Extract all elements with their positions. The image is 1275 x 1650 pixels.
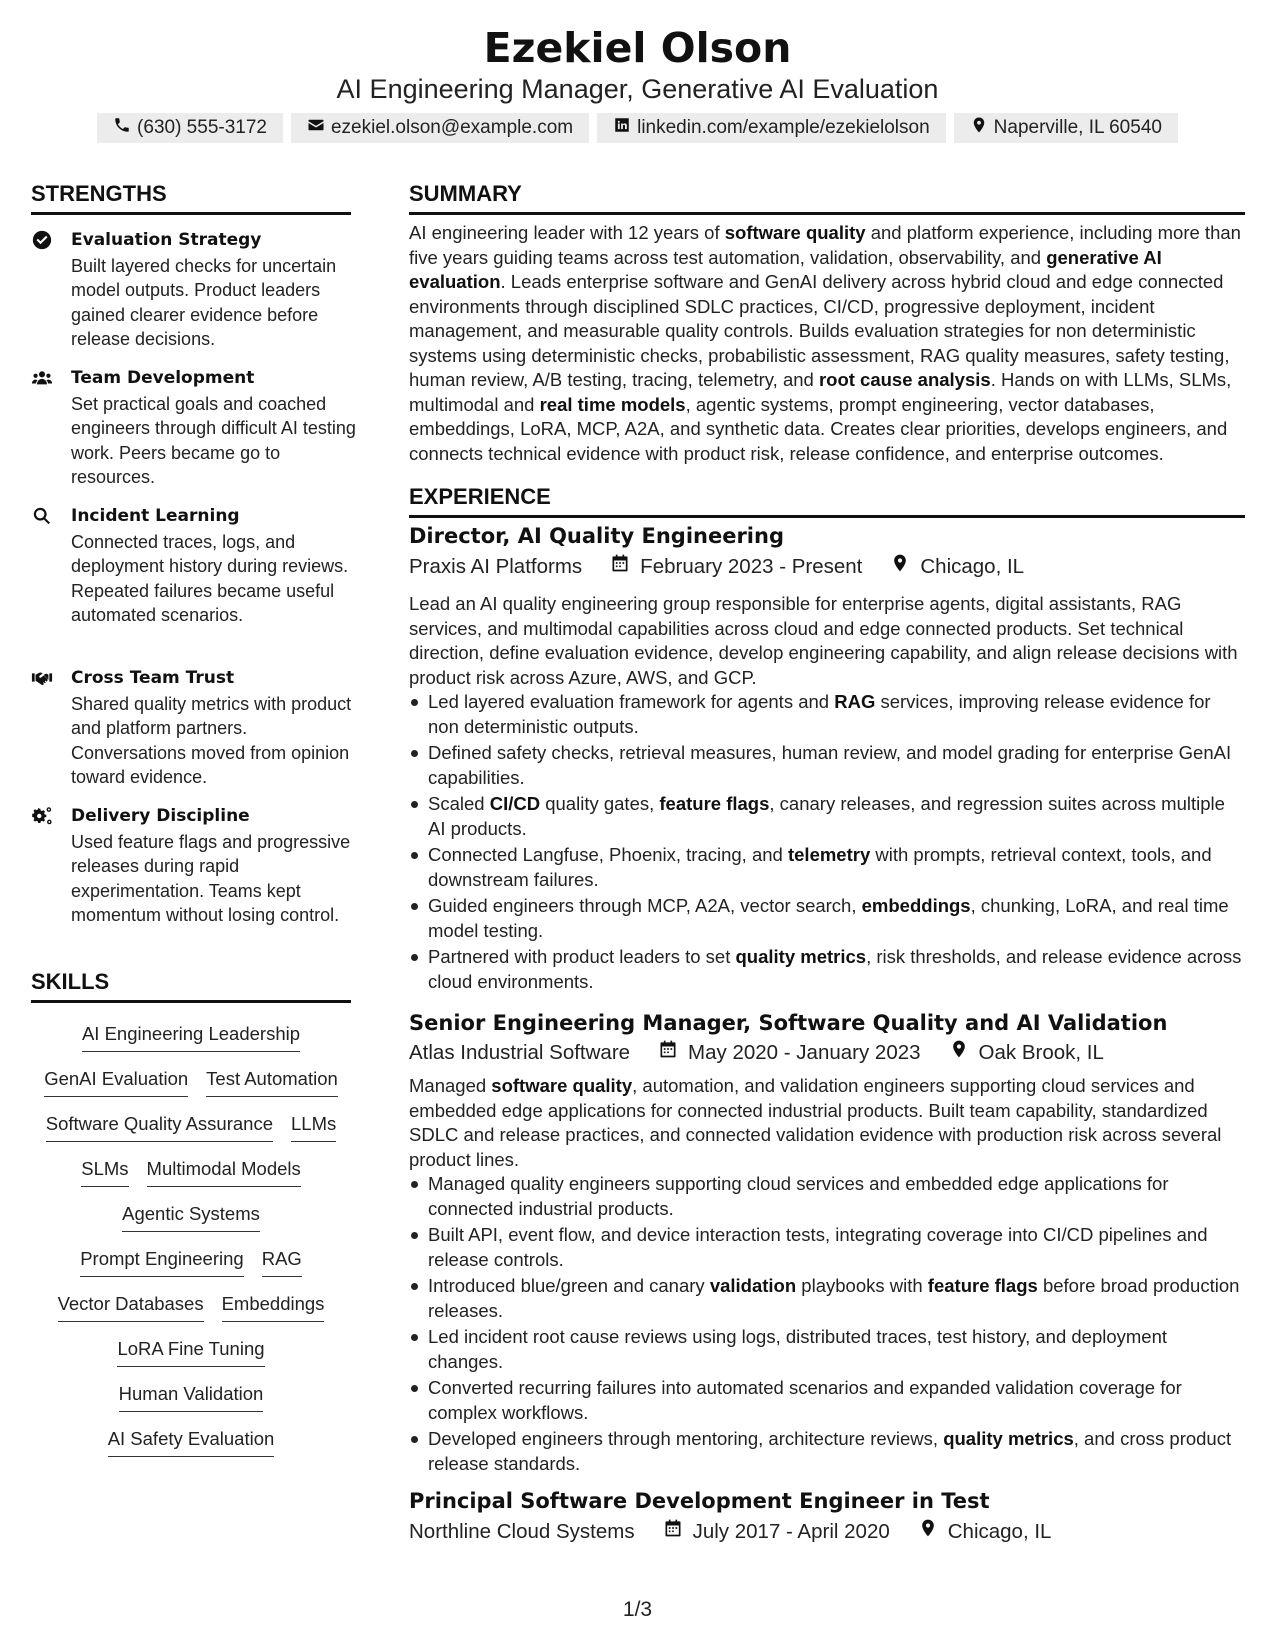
contact-location	[954, 113, 1178, 143]
strength-description: Shared quality metrics with product and platform partners. Conversations moved from opinion toward evidence.	[71, 694, 352, 787]
emphasis-text: quality metrics	[735, 946, 867, 967]
bullet-item	[409, 741, 1245, 790]
skill-tag: Agentic Systems	[122, 1202, 260, 1232]
text-run: Lead an AI quality engineering group responsible for enterprise agents, digital assistants, RAG services, and multimodal capabilities across cloud and edge connected products. Set technical direction, define evaluation evidence, develop engineering capability, and align release decisions with product risk across Azure, AWS, and GCP.	[409, 593, 1238, 688]
text-run: , risk thresholds, and release evidence across cloud environments.	[428, 946, 1242, 992]
emphasis-text: root cause analysis	[818, 369, 991, 390]
users-icon	[31, 367, 53, 389]
strength-title: Cross Team Trust	[71, 668, 235, 688]
skill-tag: Multimodal Models	[147, 1157, 301, 1187]
text-run: Scaled	[428, 793, 490, 814]
text-run: Defined safety checks, retrieval measures, human review, and model grading for enterprise GenAI capabilities.	[428, 742, 1232, 788]
bullet-item	[409, 843, 1245, 892]
emphasis-text: software quality	[491, 1075, 633, 1096]
text-run: , agentic systems, prompt engineering, vector databases, embeddings, LoRA, MCP, A2A, and synthetic data. Creates clear priorities, develops engineers, and connects technical evidence with product risk, release confidence, and enterprise outcomes.	[409, 393, 1228, 464]
skill-tag: AI Safety Evaluation	[108, 1427, 275, 1457]
strength-description: Used feature flags and progressive releases during rapid experimentation. Teams kept momentum without losing control.	[71, 832, 351, 925]
emphasis-text: software quality	[724, 222, 866, 243]
skill-tag: Prompt Engineering	[80, 1247, 244, 1277]
emphasis-text: telemetry	[787, 844, 871, 865]
page-number: 1/3	[622, 1598, 653, 1621]
strength-description: Connected traces, logs, and deployment history during reviews. Repeated failures became useful automated scenarios.	[71, 532, 349, 625]
job-bullets	[409, 690, 1245, 996]
bullet-item	[409, 894, 1245, 943]
text-run: Managed quality engineers supporting cloud services and embedded edge applications for connected industrial products.	[428, 1173, 1169, 1219]
summary-text	[409, 221, 1245, 466]
job-meta	[409, 553, 1024, 581]
skill-tag: RAG	[262, 1247, 302, 1277]
company-name: Northline Cloud Systems	[409, 1520, 635, 1543]
job-title: Principal Software Development Engineer in Test	[409, 1489, 990, 1513]
text-run: Guided engineers through MCP, A2A, vector search,	[428, 895, 862, 916]
strength-title: Team Development	[71, 368, 255, 388]
company-name: Praxis AI Platforms	[409, 555, 583, 578]
bullet-item	[409, 1427, 1245, 1476]
strength-title: Delivery Discipline	[71, 806, 250, 826]
contact-linkedin[interactable]	[597, 113, 946, 143]
phone-icon	[113, 116, 131, 140]
email-text: ezekiel.olson@example.com	[330, 117, 574, 138]
emphasis-text: embeddings	[861, 895, 971, 916]
skill-tag: Test Automation	[206, 1067, 338, 1097]
emphasis-text: validation	[709, 1275, 797, 1296]
skills-heading: SKILLS	[31, 968, 351, 1003]
emphasis-text: feature flags	[659, 793, 770, 814]
text-run: , and cross product release standards.	[428, 1428, 1232, 1474]
bullet-item	[409, 1172, 1245, 1221]
emphasis-text: generative AI evaluation	[409, 246, 1162, 292]
text-run: playbooks with	[796, 1275, 928, 1296]
text-run: Led layered evaluation framework for agents and	[428, 691, 835, 712]
emphasis-text: feature flags	[927, 1275, 1038, 1296]
text-run: before broad production releases.	[428, 1275, 1240, 1321]
handshake-icon	[31, 667, 53, 689]
strength-description: Built layered checks for uncertain model outputs. Product leaders gained clearer evidence before release decisions.	[71, 256, 337, 349]
contact-phone[interactable]	[97, 113, 283, 143]
text-run: and platform experience, including more than five years guiding teams across test automation, validation, observability, and	[409, 222, 1241, 268]
job-title: Director, AI Quality Engineering	[409, 524, 784, 548]
skill-tag: Embeddings	[222, 1292, 325, 1322]
location-pin-icon	[949, 1039, 969, 1067]
job-location: Chicago, IL	[947, 1520, 1052, 1543]
strengths-heading: STRENGTHS	[31, 180, 351, 215]
text-run: Built API, event flow, and device interaction tests, integrating coverage into CI/CD pipelines and release controls.	[428, 1224, 1208, 1270]
phone-text: (630) 555-3172	[137, 117, 267, 138]
text-run: Converted recurring failures into automated scenarios and expanded validation coverage for complex workflows.	[428, 1377, 1182, 1423]
linkedin-text: linkedin.com/example/ezekielolson	[637, 117, 930, 138]
emphasis-text: RAG	[834, 691, 876, 712]
job-bullets	[409, 1172, 1245, 1478]
skill-tag: Human Validation	[119, 1382, 264, 1412]
text-run: , canary releases, and regression suites across multiple AI products.	[428, 793, 1225, 839]
text-run: Partnered with product leaders to set	[428, 946, 736, 967]
text-run: quality gates,	[540, 793, 660, 814]
text-run: , chunking, LoRA, and real time model testing.	[428, 895, 1229, 941]
bullet-item	[409, 1274, 1245, 1323]
job-description	[409, 1074, 1245, 1172]
skill-tag: GenAI Evaluation	[44, 1067, 188, 1097]
location-pin-icon	[970, 116, 988, 140]
summary-heading: SUMMARY	[409, 180, 1245, 215]
location-pin-icon	[890, 553, 910, 581]
job-dates: May 2020 - January 2023	[688, 1041, 921, 1064]
skill-tag: AI Engineering Leadership	[82, 1022, 300, 1052]
job-dates: February 2023 - Present	[640, 555, 863, 578]
text-run: services, improving release evidence for non deterministic outputs.	[428, 691, 1211, 737]
candidate-role: AI Engineering Manager, Generative AI Evaluation	[336, 74, 939, 104]
calendar-icon	[663, 1518, 683, 1546]
skill-tag: Software Quality Assurance	[46, 1112, 273, 1142]
job-meta	[409, 1039, 1104, 1067]
company-name: Atlas Industrial Software	[409, 1041, 631, 1064]
text-run: , automation, and validation engineers supporting cloud services and embedded edge applications for connected industrial products. Built team capability, standardized SDLC and release practices, and connected validation evidence with production risk across several product lines.	[409, 1075, 1222, 1170]
skill-tag: SLMs	[81, 1157, 128, 1187]
search-icon	[31, 505, 53, 527]
location-text: Naperville, IL 60540	[993, 117, 1162, 138]
linkedin-icon	[613, 116, 631, 140]
candidate-name: Ezekiel Olson	[483, 24, 792, 72]
bullet-item	[409, 1376, 1245, 1425]
strength-title: Evaluation Strategy	[71, 230, 262, 250]
skill-tag: LLMs	[291, 1112, 336, 1142]
skill-tag: Vector Databases	[58, 1292, 204, 1322]
text-run: Led incident root cause reviews using logs, distributed traces, test history, and deployment changes.	[428, 1326, 1168, 1372]
check-circle-icon	[31, 229, 53, 251]
bullet-item	[409, 1325, 1245, 1374]
strength-description: Set practical goals and coached engineers through difficult AI testing work. Peers became go to resources.	[71, 394, 356, 487]
gears-icon	[31, 805, 53, 827]
emphasis-text: quality metrics	[943, 1428, 1074, 1449]
calendar-icon	[610, 553, 630, 581]
emphasis-text: CI/CD	[489, 793, 541, 814]
location-pin-icon	[918, 1518, 938, 1546]
experience-heading: EXPERIENCE	[409, 483, 1245, 518]
skill-tag: LoRA Fine Tuning	[117, 1337, 264, 1367]
text-run: Managed	[409, 1075, 492, 1096]
text-run: AI engineering leader with 12 years of	[409, 222, 725, 243]
bullet-item	[409, 792, 1245, 841]
bullet-item	[409, 1223, 1245, 1272]
job-title: Senior Engineering Manager, Software Quality and AI Validation	[409, 1011, 1168, 1035]
text-run: Developed engineers through mentoring, architecture reviews,	[428, 1428, 944, 1449]
job-location: Oak Brook, IL	[978, 1041, 1104, 1064]
bullet-item	[409, 945, 1245, 994]
envelope-icon	[307, 116, 325, 140]
text-run: Introduced blue/green and canary	[428, 1275, 710, 1296]
contact-bar	[0, 113, 1275, 143]
job-description	[409, 592, 1245, 690]
bullet-item	[409, 690, 1245, 739]
emphasis-text: real time models	[539, 393, 686, 415]
calendar-icon	[658, 1039, 678, 1067]
text-run: Connected Langfuse, Phoenix, tracing, and	[428, 844, 788, 865]
contact-email[interactable]	[291, 113, 589, 143]
text-run: . Hands on with LLMs, SLMs, multimodal and	[409, 369, 1232, 415]
job-meta	[409, 1518, 1051, 1546]
job-dates: July 2017 - April 2020	[692, 1520, 890, 1543]
text-run: with prompts, retrieval context, tools, and downstream failures.	[428, 844, 1212, 890]
strength-title: Incident Learning	[71, 506, 240, 526]
skills-list	[31, 1022, 351, 1472]
text-run: . Leads enterprise software and GenAI delivery across hybrid cloud and edge connected environments through disciplined SDLC practices, CI/CD, progressive deployment, incident management, and measurable quality controls. Builds evaluation strategies for non deterministic systems using deterministic checks, probabilistic assessment, RAG quality measures, safety testing, human review, A/B testing, tracing, telemetry, and	[409, 271, 1230, 390]
job-location: Chicago, IL	[920, 555, 1025, 578]
